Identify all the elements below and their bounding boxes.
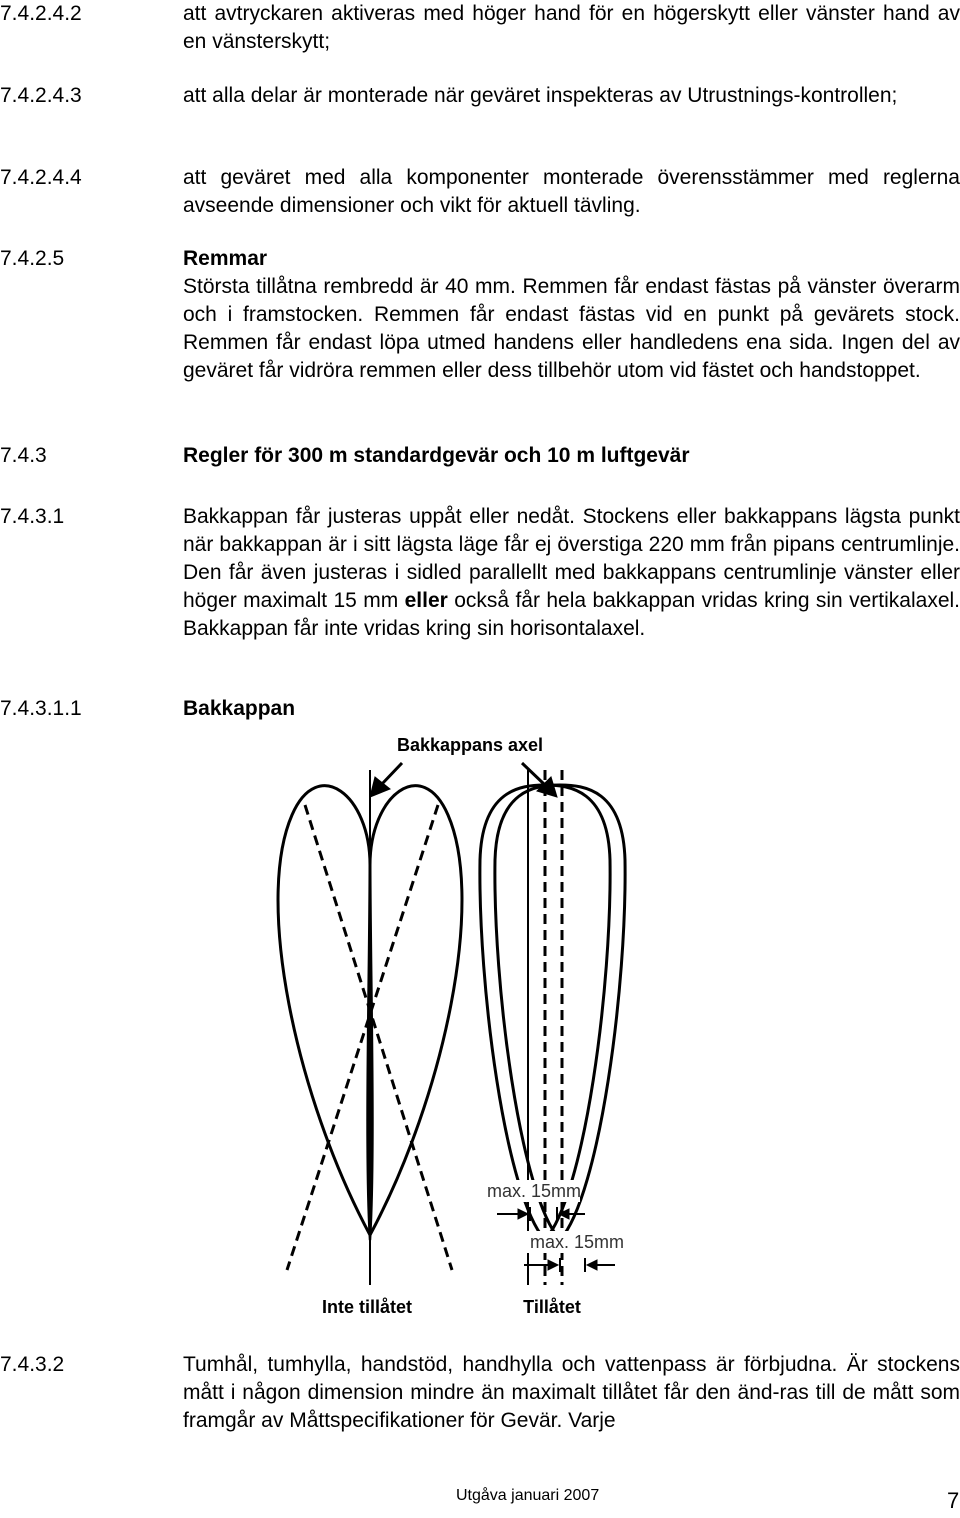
section-text (183, 503, 960, 643)
section-heading: Remmar (183, 247, 268, 270)
section-number: 7.4.3.1.1 (0, 697, 82, 720)
section-heading: Regler för 300 m standardgevär och 10 m luftgevär (183, 444, 690, 467)
not-allowed-diagram (278, 770, 462, 1285)
emphasis-word: eller (404, 589, 448, 612)
page-number: 7 (947, 1488, 960, 1513)
section-number: 7.4.3.2 (0, 1353, 65, 1376)
section-text: Tumhål, tumhylla, handstöd, handhylla och vattenpass är förbjudna. Är stockens mått i någon dimension mindre än maximalt tillåtet får den änd-ras till de mått som framgår av Måttspecifikationer för Gevär. Varje (183, 1353, 960, 1432)
section-text-part: också får hela bakkappan vridas kring sin vertikalaxel. Bakkappan får inte vridas kring sin horisontalaxel. (183, 589, 960, 640)
section-text-part: Bakkappan får justeras uppåt eller nedåt. Stockens eller bakkappans lägsta punkt när bakkappan är i sitt lägsta läge får ej överstiga 220 mm från pipans centrumlinje. Den får även justeras i sidled parallellt med bakkappans centrumlinje vänster eller höger maximalt 15 mm (183, 505, 960, 612)
dimension-arrows (524, 1258, 615, 1272)
tilted-axis-dashed (305, 805, 452, 1270)
loop-right (368, 786, 462, 1235)
loop-left (278, 786, 372, 1235)
section-text: att avtryckaren aktiveras med höger hand för en högerskytt eller vänster hand av en vänsterskytt; (183, 2, 960, 53)
section-text: Största tillåtna rembredd är 40 mm. Remmen får endast fästas på vänster överarm och i framstocken. Remmen får endast fästas vid en punkt på gevärets stock. Remmen får endast löpa utmed handens eller handledens ena sida. Ingen del av geväret får vidröra remmen eller dess tillbehör utom vid fästet och handstoppet. (183, 275, 960, 382)
caption-not-allowed: Inte tillåtet (321, 1297, 413, 1317)
section-text: att alla delar är monterade när geväret inspekteras av Utrustnings-kontrollen; (183, 84, 898, 107)
max-offset-label: max. 15mm (529, 1232, 625, 1252)
max-offset-label: max. 15mm (486, 1181, 582, 1201)
section-number: 7.4.2.4.2 (0, 2, 82, 25)
caption-allowed: Tillåtet (523, 1297, 581, 1317)
section-text: att geväret med alla komponenter monterade överensstämmer med reglerna avseende dimensioner och vikt för aktuell tävling. (183, 166, 960, 217)
allowed-diagram (480, 770, 625, 1285)
section-number: 7.4.3.1 (0, 505, 65, 528)
section-number: 7.4.2.4.4 (0, 166, 82, 189)
edition-footer: Utgåva januari 2007 (456, 1487, 600, 1504)
section-number: 7.4.3 (0, 444, 47, 467)
section-number: 7.4.2.5 (0, 247, 65, 270)
tilted-axis-dashed (287, 805, 438, 1270)
axis-label: Bakkappans axel (396, 735, 544, 755)
section-heading: Bakkappan (183, 697, 296, 720)
buttplate-axis-diagram (0, 725, 960, 1335)
section-number: 7.4.2.4.3 (0, 84, 82, 107)
